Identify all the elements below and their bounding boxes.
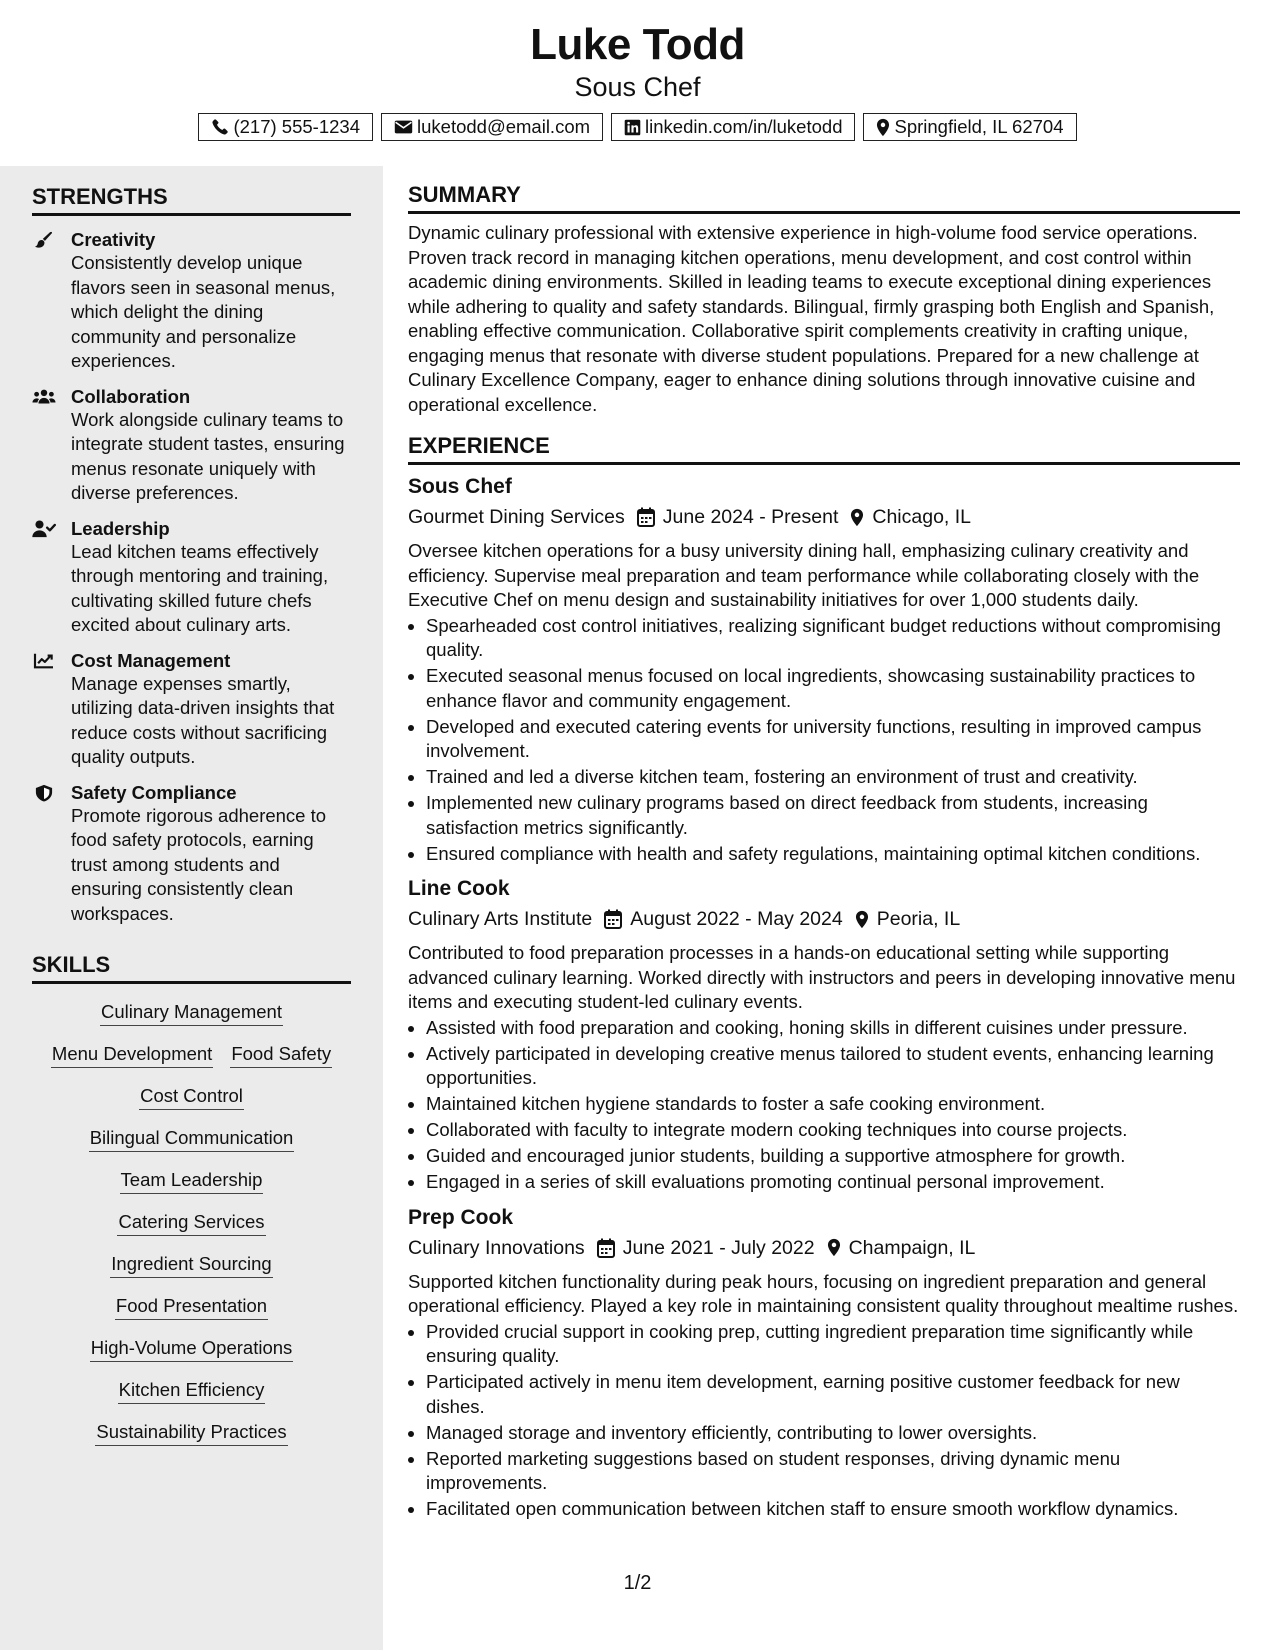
skills-heading: SKILLS	[32, 952, 351, 984]
job-bullet: • Provided crucial support in cooking prep, cutting ingredient preparation time significantly while ensuring quality.	[426, 1320, 1240, 1369]
skill-tag: High-Volume Operations	[90, 1334, 294, 1362]
job-location: Chicago, IL	[872, 506, 972, 528]
strength-desc: Lead kitchen teams effectively through mentoring and training, cultivating skilled future chefs excited about culinary arts.	[71, 540, 329, 635]
job-description: Oversee kitchen operations for a busy university dining hall, emphasizing culinary creativity and efficiency. Supervise meal preparation and team performance while collaborating closely with the Executive Chef on menu design and sustainability initiatives for over 1,000 students daily.	[408, 540, 1200, 610]
strength-desc: Work alongside culinary teams to integrate student tastes, ensuring menus resonate uniquely with diverse preferences.	[71, 408, 345, 503]
strength-item	[32, 517, 351, 638]
contact-email[interactable]	[381, 113, 603, 141]
strength-title: Leadership	[71, 517, 170, 539]
page-number: 1/2	[623, 1572, 652, 1594]
strength-item	[32, 228, 351, 374]
location-icon	[850, 508, 864, 527]
strengths-heading: STRENGTHS	[32, 184, 351, 216]
candidate-role: Sous Chef	[574, 72, 701, 102]
skill-tag: Cost Control	[139, 1082, 244, 1110]
brush-icon	[32, 231, 56, 249]
strength-item	[32, 649, 351, 770]
job-description: Contributed to food preparation processes in a hands-on educational setting while supporting advanced culinary learning. Worked directly with instructors and peers in developing innovative menu items and executing student-led culinary events.	[408, 942, 1236, 1012]
job-bullet: • Guided and encouraged junior students, building a supportive atmosphere for growth.	[426, 1144, 1240, 1169]
job-bullet: • Executed seasonal menus focused on local ingredients, showcasing sustainability practices to enhance flavor and community engagement.	[426, 664, 1240, 713]
job-bullets	[408, 1016, 1240, 1195]
calendar-icon	[604, 909, 622, 929]
contact-bar	[0, 113, 1275, 141]
job-entry	[408, 473, 1240, 866]
contact-phone[interactable]	[198, 113, 373, 141]
job-company: Culinary Arts Institute	[408, 908, 593, 930]
job-bullet: • Maintained kitchen hygiene standards to foster a safe cooking environment.	[426, 1092, 1240, 1117]
job-dates: June 2024 - Present	[662, 506, 839, 528]
strength-item	[32, 781, 351, 927]
resume-header	[0, 0, 1275, 166]
strength-title: Creativity	[71, 229, 156, 250]
skill-tag: Sustainability Practices	[95, 1418, 287, 1446]
contact-location-text: Springfield, IL 62704	[894, 116, 1064, 137]
job-location: Peoria, IL	[876, 908, 961, 930]
job-bullet: • Implemented new culinary programs based on direct feedback from students, increasing satisfaction metrics significantly.	[426, 791, 1240, 840]
skill-tag: Bilingual Communication	[89, 1124, 295, 1152]
calendar-icon	[637, 507, 655, 527]
job-dates: June 2021 - July 2022	[622, 1236, 815, 1259]
job-bullet: • Actively participated in developing creative menus tailored to student events, enhancing learning opportunities.	[426, 1042, 1240, 1091]
phone-icon	[211, 118, 229, 136]
job-bullets	[408, 614, 1240, 867]
job-bullet: • Developed and executed catering events for university functions, resulting in improved campus involvement.	[426, 715, 1240, 764]
job-location: Champaign, IL	[848, 1236, 976, 1259]
contact-email-text: luketodd@email.com	[417, 116, 591, 137]
skills-list	[32, 998, 351, 1446]
job-title: Sous Chef	[408, 475, 512, 498]
location-icon	[827, 1238, 841, 1257]
shield-icon	[32, 784, 56, 802]
job-dates: August 2022 - May 2024	[630, 908, 843, 930]
job-bullets	[408, 1320, 1240, 1522]
calendar-icon	[597, 1238, 615, 1258]
skill-tag: Catering Services	[117, 1208, 265, 1236]
skill-tag: Food Presentation	[115, 1292, 268, 1320]
strength-desc: Manage expenses smartly, utilizing data-driven insights that reduce costs without sacrificing quality outputs.	[71, 672, 335, 767]
users-icon	[32, 388, 56, 406]
email-icon	[394, 119, 413, 135]
job-bullet: • Reported marketing suggestions based on student responses, driving dynamic menu improvements.	[426, 1447, 1240, 1496]
strength-desc: Promote rigorous adherence to food safety protocols, earning trust among students and ensuring consistently clean workspaces.	[71, 804, 327, 924]
job-bullet: • Facilitated open communication between kitchen staff to ensure smooth workflow dynamics.	[426, 1497, 1240, 1522]
strength-title: Safety Compliance	[71, 781, 237, 803]
job-bullet: • Spearheaded cost control initiatives, realizing significant budget reductions without compromising quality.	[426, 614, 1240, 663]
strength-desc: Consistently develop unique flavors seen in seasonal menus, which delight the dining community and personalize experiences.	[71, 252, 336, 371]
skill-tag: Menu Development	[51, 1040, 213, 1068]
job-bullet: • Assisted with food preparation and cooking, honing skills in different cuisines under pressure.	[426, 1016, 1240, 1041]
job-title: Prep Cook	[408, 1205, 514, 1229]
job-meta	[408, 502, 1240, 532]
job-meta	[408, 1233, 1240, 1263]
job-bullet: • Trained and led a diverse kitchen team, fostering an environment of trust and creativity.	[426, 765, 1240, 790]
job-bullet: • Participated actively in menu item development, earning positive customer feedback for new dishes.	[426, 1370, 1240, 1419]
job-entry	[408, 1204, 1240, 1522]
user-check-icon	[32, 520, 56, 538]
job-bullet: • Ensured compliance with health and safety regulations, maintaining optimal kitchen conditions.	[426, 842, 1240, 867]
location-icon	[855, 910, 869, 929]
strength-item	[32, 385, 351, 506]
job-bullet: • Engaged in a series of skill evaluations promoting continual personal improvement.	[426, 1170, 1240, 1195]
linkedin-icon	[624, 119, 641, 136]
job-entry	[408, 875, 1240, 1195]
skill-tag: Ingredient Sourcing	[110, 1250, 272, 1278]
strength-title: Cost Management	[71, 649, 231, 671]
chart-line-icon	[32, 652, 56, 670]
contact-location[interactable]	[863, 113, 1076, 141]
job-bullet: • Collaborated with faculty to integrate modern cooking techniques into course projects.	[426, 1118, 1240, 1143]
job-description: Supported kitchen functionality during peak hours, focusing on ingredient preparation and general operational efficiency. Played a key role in maintaining consistent quality throughout mealtime rushes.	[408, 1270, 1239, 1316]
strength-title: Collaboration	[71, 385, 191, 407]
main-content	[408, 182, 1240, 1523]
sidebar-content	[32, 184, 351, 1446]
job-meta	[408, 904, 1240, 934]
candidate-name: Luke Todd	[530, 20, 745, 69]
job-company: Culinary Innovations	[408, 1236, 585, 1259]
skill-tag: Culinary Management	[100, 998, 283, 1026]
contact-phone-text: (217) 555-1234	[233, 116, 360, 137]
contact-linkedin-text: linkedin.com/in/luketodd	[645, 116, 843, 137]
sidebar	[0, 166, 383, 1650]
skill-tag: Team Leadership	[120, 1166, 264, 1194]
skill-tag: Kitchen Efficiency	[118, 1376, 266, 1404]
contact-linkedin[interactable]	[611, 113, 855, 141]
experience-heading: EXPERIENCE	[408, 433, 1240, 465]
job-title: Line Cook	[408, 877, 510, 900]
job-bullet: • Managed storage and inventory efficiently, contributing to lower oversights.	[426, 1421, 1240, 1446]
job-company: Gourmet Dining Services	[408, 506, 625, 528]
location-icon	[876, 118, 890, 137]
summary-text: Dynamic culinary professional with extensive experience in high-volume food service operations. Proven track record in managing kitchen operations, menu development, and cost control within academic dining environments. Skilled in leading teams to execute exceptional dining experiences while adhering to quality and safety standards. Bilingual, firmly grasping both English and Spanish, enabling effective communication. Collaborative spirit complements creativity in crafting unique, engaging menus that resonate with diverse student populations. Prepared for a new challenge at Culinary Excellence Company, eager to enhance dining solutions through innovative cuisine and operational excellence.	[408, 222, 1215, 415]
skill-tag: Food Safety	[230, 1040, 332, 1068]
summary-heading: SUMMARY	[408, 182, 1240, 214]
